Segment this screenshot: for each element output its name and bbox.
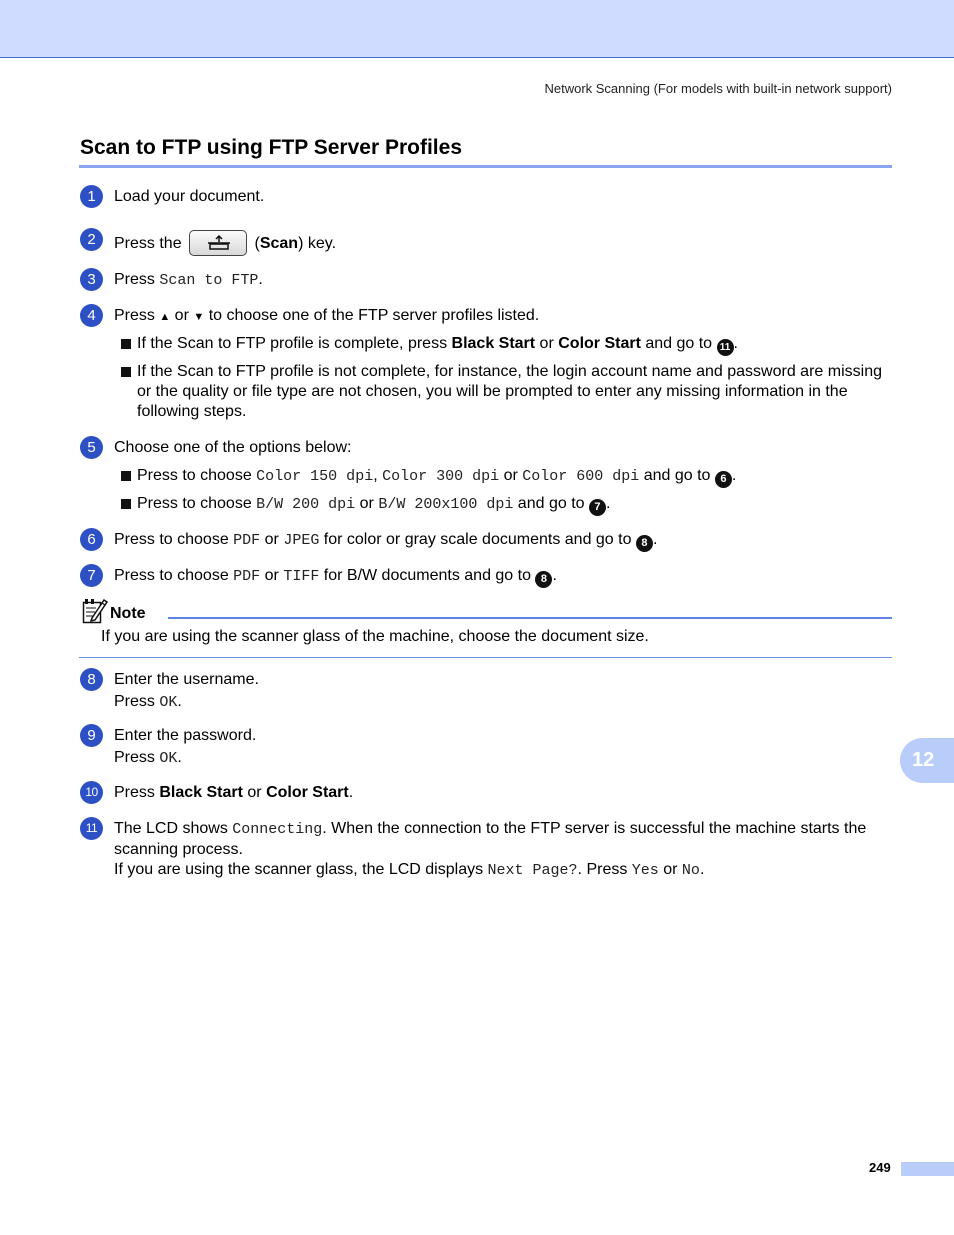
step-text: for color or gray scale documents and go to bbox=[319, 531, 636, 548]
step-text: ) key. bbox=[298, 235, 337, 252]
note-pencil-icon bbox=[82, 598, 108, 624]
step-9 bbox=[80, 726, 892, 769]
step-text: The LCD shows bbox=[114, 820, 233, 837]
bullet-square-icon bbox=[121, 499, 131, 509]
key-name: Color Start bbox=[558, 335, 641, 352]
step-text: Press bbox=[114, 784, 160, 801]
bullet-text: or bbox=[499, 467, 523, 484]
step-1 bbox=[80, 187, 892, 207]
lcd-text: Color 150 dpi bbox=[256, 468, 374, 485]
lcd-text: Connecting bbox=[232, 821, 323, 838]
step-8 bbox=[80, 670, 892, 713]
chapter-tab: 12 bbox=[900, 738, 954, 783]
bullet-text: or bbox=[535, 335, 559, 352]
bullet-text: and go to bbox=[640, 335, 717, 352]
step-text: Press the bbox=[114, 235, 182, 252]
step-number: 5 bbox=[80, 436, 103, 459]
step-text: Press bbox=[114, 271, 160, 288]
bullet-text: and go to bbox=[639, 467, 715, 484]
down-arrow-icon: ▼ bbox=[193, 311, 205, 323]
bullet-text: If the Scan to FTP profile is not complete, for instance, the login account name and password are missing or the quality or file type are not chosen, you will be prompted to enter any missing information in the following steps. bbox=[137, 363, 882, 420]
step-text: Press bbox=[114, 307, 160, 324]
step-number: 11 bbox=[80, 817, 103, 840]
step-number: 8 bbox=[80, 668, 103, 691]
step-11 bbox=[80, 819, 892, 881]
step-6 bbox=[80, 530, 892, 552]
lcd-text: TIFF bbox=[283, 568, 320, 585]
step-text: Enter the password. bbox=[114, 727, 257, 744]
title-rule bbox=[79, 165, 892, 168]
page-number: 249 bbox=[869, 1160, 891, 1175]
lcd-text: JPEG bbox=[283, 532, 320, 549]
step-text: or bbox=[242, 784, 267, 801]
step-ref-icon: 8 bbox=[535, 571, 552, 588]
lcd-text: Scan to FTP bbox=[159, 272, 259, 289]
lcd-text: B/W 200 dpi bbox=[256, 496, 356, 513]
step-text: . bbox=[348, 784, 354, 801]
step-ref-icon: 7 bbox=[589, 499, 606, 516]
section-title: Scan to FTP using FTP Server Profiles bbox=[80, 136, 462, 159]
step-text: Press bbox=[114, 749, 160, 766]
step-10 bbox=[80, 783, 892, 803]
step-text: for B/W documents and go to bbox=[319, 567, 536, 584]
key-name: Color Start bbox=[266, 784, 349, 801]
key-name: Black Start bbox=[451, 335, 536, 352]
bullet-text: . bbox=[731, 467, 737, 484]
step-text: or bbox=[260, 531, 284, 548]
scan-key-label: Scan bbox=[259, 235, 299, 252]
step-4-bullet-2 bbox=[121, 362, 892, 422]
paren: ( bbox=[254, 235, 260, 252]
lcd-text: Next Page? bbox=[487, 862, 578, 879]
step-text: If you are using the scanner glass, the LCD displays bbox=[114, 861, 488, 878]
step-ref-icon: 8 bbox=[636, 535, 653, 552]
step-text: . bbox=[699, 861, 705, 878]
step-text: Choose one of the options below: bbox=[114, 439, 352, 456]
bullet-square-icon bbox=[121, 339, 131, 349]
bullet-text: Press to choose bbox=[137, 467, 257, 484]
step-number: 3 bbox=[80, 268, 103, 291]
step-text: Load your document. bbox=[114, 188, 265, 205]
step-3 bbox=[80, 270, 892, 291]
bullet-text: Press to choose bbox=[137, 495, 257, 512]
lcd-text: Yes bbox=[631, 862, 659, 879]
step-number: 10 bbox=[80, 781, 103, 804]
bullet-text: . bbox=[605, 495, 611, 512]
bullet-text: . bbox=[733, 335, 738, 352]
step-5-bullet-1 bbox=[121, 466, 892, 488]
note-bottom-rule bbox=[79, 657, 892, 658]
lcd-text: B/W 200x100 dpi bbox=[378, 496, 514, 513]
step-4 bbox=[80, 306, 892, 327]
top-header-band bbox=[0, 0, 954, 58]
step-5 bbox=[80, 438, 892, 458]
scan-key-icon bbox=[189, 230, 247, 256]
step-4-bullet-1 bbox=[121, 334, 892, 356]
lcd-text: Color 300 dpi bbox=[382, 468, 500, 485]
lcd-text: OK bbox=[159, 694, 178, 711]
lcd-text: No bbox=[681, 862, 700, 879]
running-header: Network Scanning (For models with built-in network support) bbox=[544, 81, 892, 96]
step-text: . bbox=[177, 749, 182, 766]
note-label: Note bbox=[110, 605, 146, 622]
lcd-text: OK bbox=[159, 750, 178, 767]
bullet-square-icon bbox=[121, 471, 131, 481]
step-number: 6 bbox=[80, 528, 103, 551]
step-text: or bbox=[170, 307, 194, 324]
step-2 bbox=[80, 230, 892, 256]
step-text: Press bbox=[114, 693, 160, 710]
lcd-text: PDF bbox=[233, 532, 261, 549]
step-number: 2 bbox=[80, 228, 103, 251]
bullet-square-icon bbox=[121, 367, 131, 377]
bullet-text: or bbox=[355, 495, 379, 512]
bullet-text: , bbox=[373, 467, 383, 484]
bullet-text: If the Scan to FTP profile is complete, press bbox=[137, 335, 452, 352]
page-bar bbox=[901, 1162, 954, 1176]
step-ref-icon: 11 bbox=[717, 339, 734, 356]
note-text: If you are using the scanner glass of the machine, choose the document size. bbox=[101, 628, 649, 645]
step-text: . When the connection to the FTP server is successful the machine starts the scanning process. bbox=[114, 820, 867, 858]
up-arrow-icon: ▲ bbox=[159, 311, 171, 323]
step-number: 1 bbox=[80, 185, 103, 208]
step-text: Press to choose bbox=[114, 531, 234, 548]
step-ref-icon: 6 bbox=[715, 471, 732, 488]
bullet-text: and go to bbox=[513, 495, 589, 512]
step-text: to choose one of the FTP server profiles listed. bbox=[204, 307, 540, 324]
step-number: 9 bbox=[80, 724, 103, 747]
step-text: or bbox=[260, 567, 284, 584]
step-text: . bbox=[552, 567, 557, 584]
step-number: 7 bbox=[80, 564, 103, 587]
lcd-text: Color 600 dpi bbox=[522, 468, 640, 485]
step-text: Enter the username. bbox=[114, 671, 259, 688]
step-5-bullet-2 bbox=[121, 494, 892, 516]
step-text: . bbox=[258, 271, 263, 288]
lcd-text: PDF bbox=[233, 568, 261, 585]
step-text: . bbox=[177, 693, 182, 710]
step-text: . Press bbox=[577, 861, 632, 878]
step-text: Press to choose bbox=[114, 567, 234, 584]
note-rule bbox=[168, 617, 892, 619]
step-7 bbox=[80, 566, 892, 588]
key-name: Black Start bbox=[159, 784, 243, 801]
step-text: or bbox=[658, 861, 682, 878]
step-number: 4 bbox=[80, 304, 103, 327]
step-text: . bbox=[652, 531, 658, 548]
